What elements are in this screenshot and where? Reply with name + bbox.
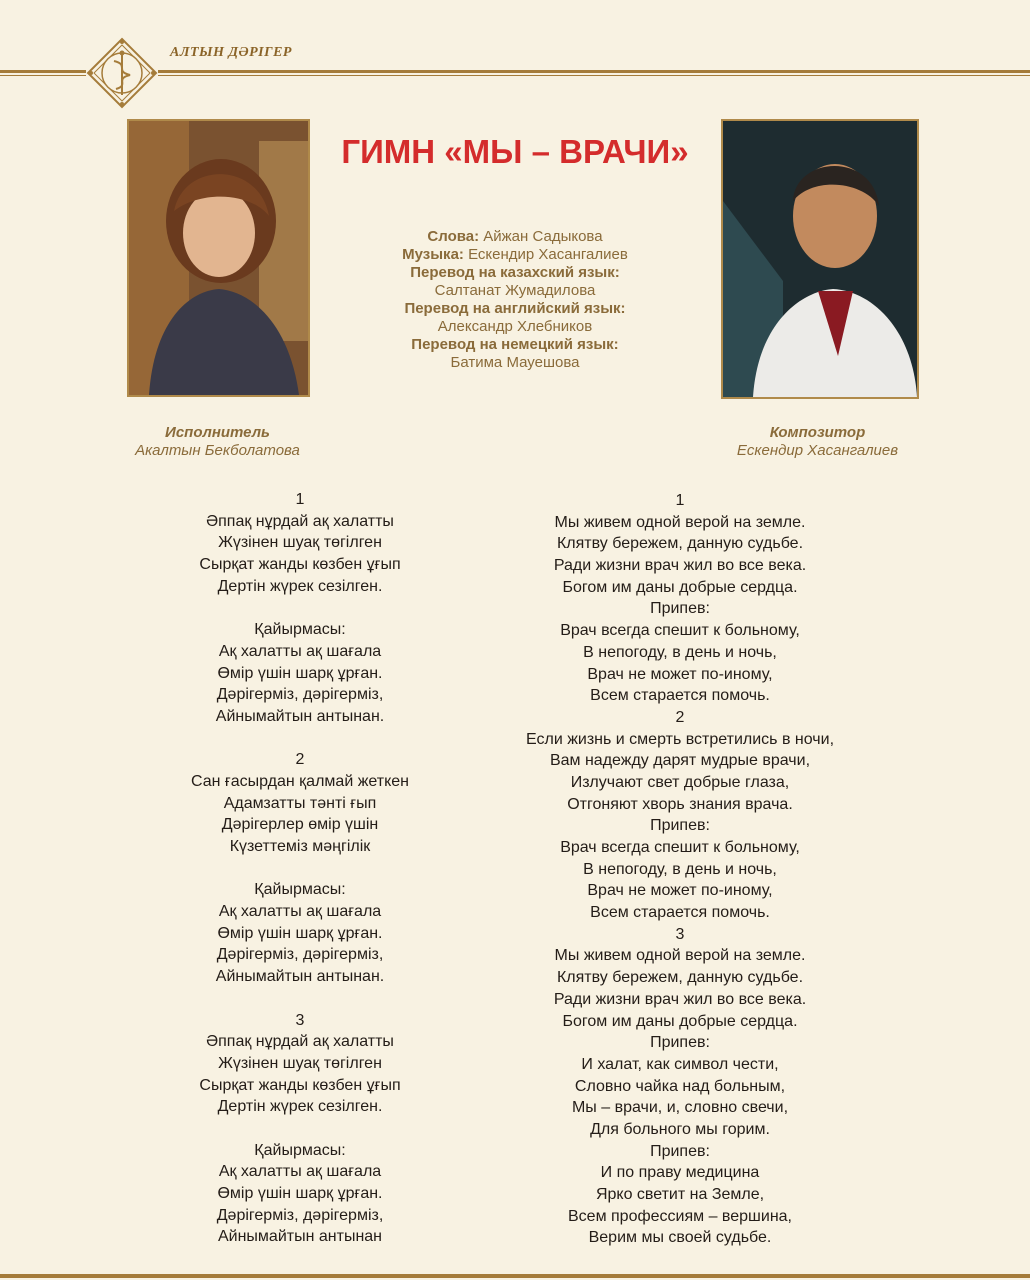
magazine-brand: АЛТЫН ДӘРІГЕР: [166, 45, 296, 61]
lyric-line: Всем старается помочь.: [590, 904, 770, 922]
lyric-line: В непогоду, в день и ночь,: [583, 643, 777, 661]
lyric-line: Өмір үшін шарқ ұрған.: [217, 924, 383, 942]
lyric-line: Өмір үшін шарқ ұрған.: [217, 664, 383, 682]
lyric-line: Мы живем одной верой на земле.: [554, 947, 806, 965]
lyric-line: Врач всегда спешит к больному,: [560, 839, 800, 856]
lyric-line: Если жизнь и смерть встретились в ночи,: [525, 730, 835, 748]
lyric-line: Ақ халатты ақ шағала: [218, 642, 382, 660]
lyric-line: Дертін жүрек сезілген.: [217, 577, 383, 595]
lyric-line: Припев:: [650, 817, 710, 835]
lyric-line: Жүзінен шуақ төгілген: [218, 1054, 382, 1072]
lyric-line: 1: [295, 491, 305, 508]
lyric-line: [150, 728, 450, 750]
lyric-line: Ради жизни врач жил во все века.: [553, 557, 807, 575]
lyric-line: Ақ халатты ақ шағала: [218, 903, 382, 921]
lyric-line: Отгоняют хворь знания врача.: [567, 795, 793, 813]
lyric-line: Мы – врачи, и, словно свечи,: [571, 1099, 789, 1117]
performer-role: Исполнитель: [165, 424, 270, 441]
lyric-line: Дәрігерлер өмір үшін: [221, 816, 379, 834]
lyric-line: 2: [295, 751, 305, 769]
performer-photo: [127, 119, 310, 397]
lyric-line: Припев:: [650, 600, 710, 618]
lyric-line: И халат, как символ чести,: [581, 1055, 779, 1073]
lyric-line: Припев:: [650, 1034, 710, 1052]
lyric-line: Күзеттеміз мәңгілік: [229, 838, 371, 855]
credit-english-translation-label: Перевод на английский язык:: [404, 300, 626, 317]
lyric-line: Верим мы своей судьбе.: [588, 1229, 772, 1247]
lyric-line: Врач не может по-иному,: [587, 665, 773, 683]
performer-caption: [100, 424, 335, 460]
lyric-line: Дертін жүрек сезілген.: [217, 1098, 383, 1116]
lyric-line: В непогоду, в день и ночь,: [583, 860, 777, 878]
lyric-line: 3: [295, 1011, 305, 1029]
lyric-line: 2: [675, 708, 685, 726]
credit-kazakh-translation-name: Салтанат Жумадилова: [434, 282, 596, 299]
composer-photo: [721, 119, 919, 399]
credit-german-translation-label: Перевод на немецкий язык:: [411, 336, 619, 353]
credit-music: Музыка: Ескендир Хасангалиев: [402, 246, 628, 263]
lyric-line: Сырқат жанды көзбен ұғып: [199, 556, 401, 574]
lyric-line: Сан ғасырдан қалмай жеткен: [190, 772, 410, 790]
lyric-line: Қайырмасы:: [254, 621, 346, 639]
composer-role: Композитор: [769, 424, 866, 441]
composer-name: Ескендир Хасангалиев: [736, 442, 899, 459]
lyric-line: Айнымайтын антынан.: [215, 968, 385, 986]
caduceus-logo-icon: [86, 37, 158, 109]
lyric-line: Для больного мы горим.: [590, 1120, 770, 1138]
lyric-line: Ради жизни врач жил во все века.: [553, 990, 807, 1008]
lyric-line: Мы живем одной верой на земле.: [554, 513, 806, 531]
credit-kazakh-translation-label: Перевод на казахский язык:: [410, 264, 620, 281]
lyric-line: Всем старается помочь.: [590, 687, 770, 705]
lyric-line: Дәрігерміз, дәрігерміз,: [216, 946, 384, 964]
kazakh-lyrics: [150, 489, 450, 1248]
lyric-line: 1: [675, 492, 685, 509]
lyric-line: Айнымайтын антынан.: [215, 707, 385, 725]
lyric-line: Дәрігерміз, дәрігерміз,: [216, 1206, 384, 1224]
lyric-line: Әппақ нұрдай ақ халатты: [206, 512, 394, 530]
performer-name: Акалтын Бекболатова: [135, 442, 300, 459]
credit-english-translation-name: Александр Хлебников: [437, 318, 593, 335]
lyric-line: Айнымайтын антынан: [217, 1228, 383, 1246]
lyric-line: Словно чайка над больным,: [574, 1077, 786, 1095]
lyric-line: [150, 858, 450, 880]
lyric-line: Врач всегда спешит к больному,: [560, 622, 800, 640]
lyric-line: Ярко светит на Земле,: [595, 1186, 765, 1203]
lyric-line: Богом им даны добрые сердца.: [562, 1012, 798, 1030]
lyric-line: Клятву бережем, данную судьбе.: [556, 969, 804, 987]
lyric-line: Излучают свет добрые глаза,: [570, 773, 790, 791]
lyric-line: [150, 597, 450, 619]
lyric-line: Қайырмасы:: [254, 881, 346, 899]
lyric-line: Богом им даны добрые сердца.: [562, 578, 798, 596]
credits-block: [330, 228, 700, 372]
composer-caption: [700, 424, 935, 460]
lyric-line: И по праву медицина: [600, 1164, 760, 1182]
lyric-line: Дәрігерміз, дәрігерміз,: [216, 686, 384, 704]
lyric-line: 3: [675, 925, 685, 943]
footer-rule: [0, 1274, 1030, 1278]
lyric-line: Всем профессиям – вершина,: [568, 1207, 792, 1225]
lyric-line: Сырқат жанды көзбен ұғып: [199, 1076, 401, 1094]
lyric-line: Клятву бережем, данную судьбе.: [556, 535, 804, 553]
russian-lyrics: [480, 490, 880, 1249]
lyric-line: Жүзінен шуақ төгілген: [218, 534, 382, 552]
lyric-line: Вам надежду дарят мудрые врачи,: [549, 752, 811, 770]
lyric-line: Припев:: [650, 1142, 710, 1160]
lyric-line: Адамзатты тәнті ғып: [223, 794, 377, 812]
credit-lyrics: Слова: Айжан Садыкова: [427, 228, 603, 245]
lyric-line: Врач не может по-иному,: [587, 882, 773, 900]
page-title: ГИМН «МЫ – ВРАЧИ»: [341, 133, 689, 170]
lyric-line: [150, 988, 450, 1010]
lyric-line: Әппақ нұрдай ақ халатты: [206, 1033, 394, 1051]
credit-german-translation-name: Батима Мауешова: [450, 354, 580, 371]
lyric-line: Қайырмасы:: [254, 1141, 346, 1159]
lyric-line: Ақ халатты ақ шағала: [218, 1163, 382, 1181]
lyric-line: [150, 1118, 450, 1140]
lyric-line: Өмір үшін шарқ ұрған.: [217, 1185, 383, 1202]
